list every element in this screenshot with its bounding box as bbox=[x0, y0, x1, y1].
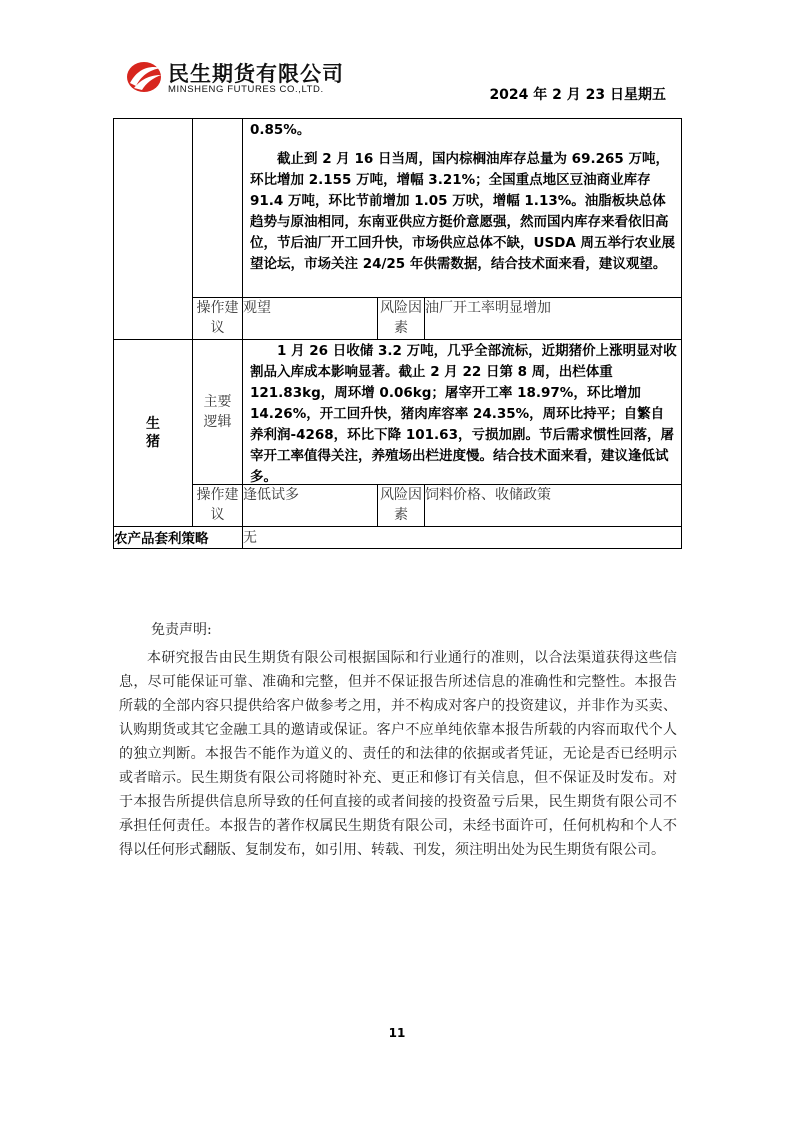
oil-operation-value: 观望 bbox=[243, 298, 378, 340]
hog-operation-value: 逢低试多 bbox=[243, 485, 378, 527]
oil-paragraph-2: 截止到 2 月 16 日当周，国内棕榈油库存总量为 69.265 万吨，环比增加 2.155 万吨，增幅 3.21%；全国重点地区豆油商业库存 91.4 万吨，环比节前增加 1.05 万吠，增幅 1.13%。油脂板块总体趋势与原油相同，东南亚供应方挺价意愿强，然而国内库存来看依旧高位，节后油厂开工回升快，市场供应总体不缺，USDA 周五举行农业展望论坛，市场关注 24/25 年供需数据，结合技术面来看，建议观望。 bbox=[250, 151, 676, 272]
page-number: 11 bbox=[388, 1026, 406, 1040]
company-logo bbox=[124, 56, 364, 100]
hog-risk-label: 风险因素 bbox=[378, 485, 425, 527]
hog-category-label: 生猪 bbox=[146, 416, 160, 450]
hog-logic-cell bbox=[243, 340, 682, 485]
oil-risk-label: 风险因素 bbox=[378, 298, 425, 340]
oil-category-cell bbox=[114, 119, 193, 340]
page-header bbox=[0, 0, 794, 118]
oil-logic-cell bbox=[243, 119, 682, 298]
oil-logic-row bbox=[114, 119, 682, 298]
hog-logic-text: 1 月 26 日收储 3.2 万吨，几乎全部流标，近期猪价上涨明显对收割品入库成本影响显著。截止 2 月 22 日第 8 周，出栏体重 121.83kg，周环增 0.06kg；屠宰开工率 18.97%，环比增加 14.26%，开工回升快，猪肉库容率 24.35%，周环比持平；自繁自养利润-4268，环比下降 101.63，亏损加剧。节后需求惯性回落，屠宰开工率值得关注，养殖场出栏进度慢。结合技术面来看，建议逢低试多。 bbox=[250, 343, 677, 485]
hog-category bbox=[114, 340, 193, 527]
hog-risk-value: 饲料价格、收储政策 bbox=[425, 485, 682, 527]
agri-analysis-table bbox=[113, 118, 682, 549]
disclaimer-body: 本研究报告由民生期货有限公司根据国际和行业通行的准则，以合法渠道获得这些信息，尽可能保证可靠、准确和完整，但并不保证报告所述信息的准确性和完整性。本报告所载的全部内容只提供给客户做参考之用，并不构成对客户的投资建议，并非作为买卖、认购期货或其它金融工具的邀请或保证。客户不应单纯依靠本报告所载的内容而取代个人的独立判断。本报告不能作为道义的、责任的和法律的依据或者凭证，无论是否已经明示或者暗示。民生期货有限公司将随时补充、更正和修订有关信息，但不保证及时发布。对于本报告所提供信息所导致的任何直接的或者间接的投资盈亏后果，民生期货有限公司不承担任何责任。本报告的著作权属民生期货有限公司，未经书面许可，任何机构和个人不得以任何形式翻版、复制发布，如引用、转载、刊发，须注明出处为民生期货有限公司。 bbox=[119, 650, 677, 858]
report-date: 2024 年 2 月 23 日星期五 bbox=[489, 87, 666, 103]
strategy-label: 农产品套利策略 bbox=[114, 527, 243, 549]
company-name-cn: 民生期货有限公司 bbox=[168, 62, 344, 86]
company-name-en: MINSHENG FUTURES CO.,LTD. bbox=[168, 84, 324, 95]
hog-operation-label: 操作建议 bbox=[193, 485, 243, 527]
disclaimer-title: 免责声明: bbox=[151, 622, 212, 638]
oil-operation-label: 操作建议 bbox=[193, 298, 243, 340]
hog-logic-row bbox=[114, 340, 682, 485]
minsheng-logo-icon bbox=[124, 56, 164, 96]
oil-risk-value: 油厂开工率明显增加 bbox=[425, 298, 682, 340]
disclaimer-section bbox=[119, 618, 677, 862]
oil-operation-row bbox=[114, 298, 682, 340]
hog-logic-label-text: 主要逻辑 bbox=[203, 394, 232, 430]
oil-logic-label-cell bbox=[193, 119, 243, 298]
hog-operation-row bbox=[114, 485, 682, 527]
hog-logic-label bbox=[193, 340, 243, 485]
oil-paragraph-1: 0.85%。 bbox=[250, 122, 311, 138]
strategy-row bbox=[114, 527, 682, 549]
strategy-value: 无 bbox=[243, 527, 682, 549]
